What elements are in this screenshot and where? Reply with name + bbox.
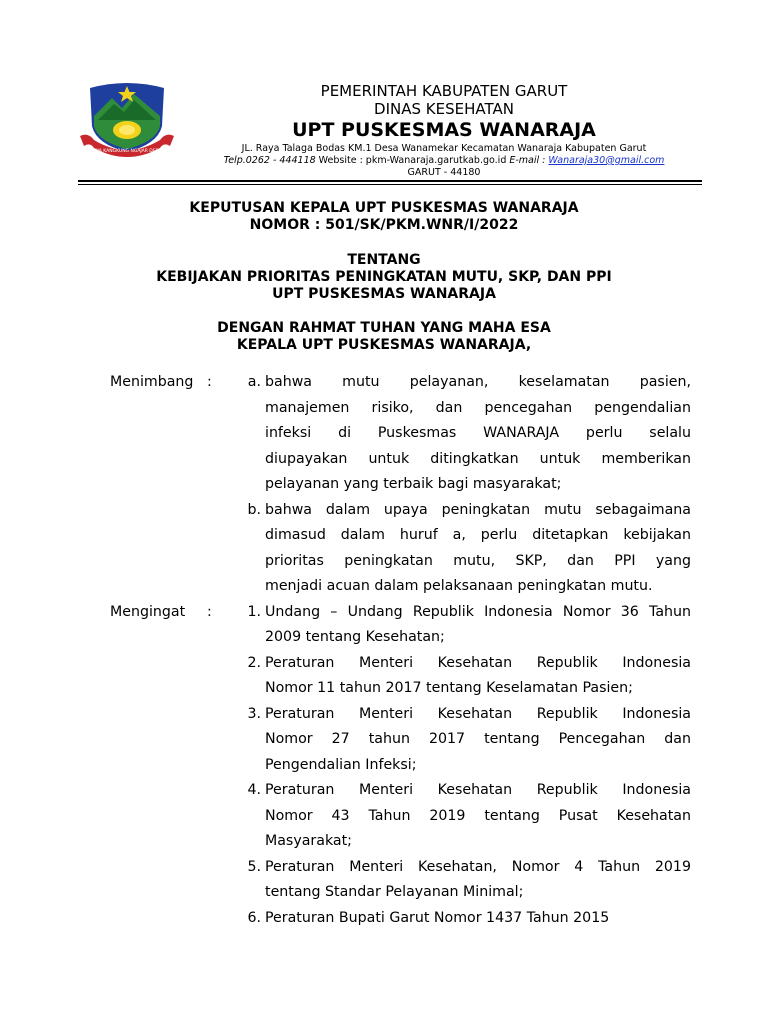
mengingat-line	[110, 702, 690, 728]
menimbang-item-number: b.	[247, 501, 261, 518]
menimbang-item-text: dimasud dalam huruf a, perlu ditetapkan kebijakan	[265, 527, 691, 543]
menimbang-item-text: infeksi di Puskesmas WANARAJA perlu selalu	[265, 425, 691, 441]
mengingat-line	[110, 753, 690, 779]
mengingat-label	[110, 855, 207, 881]
mengingat-label	[110, 727, 207, 753]
menimbang-item-text: diupayakan untuk ditingkatkan untuk memberikan	[265, 450, 691, 467]
decree-heading	[80, 200, 688, 234]
contact-email-label: E-mail :	[509, 155, 549, 166]
menimbang-label	[110, 574, 207, 600]
contact-website: Website : pkm-Wanaraja.garutkab.go.id	[315, 155, 510, 166]
mengingat-line	[110, 855, 690, 881]
menimbang-item-number	[229, 549, 265, 575]
menimbang-item-number	[229, 396, 265, 422]
mengingat-colon	[207, 727, 229, 753]
mengingat-colon	[207, 676, 229, 702]
mengingat-item-text: Peraturan Menteri Kesehatan Republik Indonesia	[265, 782, 691, 798]
menimbang-item-text: bahwa dalam upaya peningkatan mutu sebagaimana	[265, 501, 691, 518]
mengingat-item-text: Peraturan Menteri Kesehatan, Nomor 4 Tahun 2019	[265, 858, 691, 875]
mengingat-colon	[207, 829, 229, 855]
mengingat-item-text: Nomor 11 tahun 2017 tentang Keselamatan Pasien;	[265, 680, 633, 696]
mengingat-item-number	[229, 676, 265, 702]
menimbang-colon: :	[207, 374, 212, 390]
menimbang-line	[110, 523, 690, 549]
mengingat-colon	[207, 625, 229, 651]
menimbang-colon	[207, 498, 229, 524]
mengingat-item-text: Pengendalian Infeksi;	[265, 756, 417, 773]
menimbang-label: Menimbang	[110, 374, 194, 390]
mengingat-line	[110, 829, 690, 855]
mengingat-item-text: 2009 tentang Kesehatan;	[265, 629, 445, 645]
mengingat-item-number	[229, 829, 265, 855]
mengingat-label	[110, 906, 207, 932]
menimbang-line	[110, 498, 690, 524]
mengingat-item-number	[229, 880, 265, 906]
contact-email-link[interactable]: Wanaraja30@gmail.com	[548, 155, 665, 166]
mengingat-item-text: tentang Standar Pelayanan Minimal;	[265, 884, 524, 900]
menimbang-colon	[207, 574, 229, 600]
menimbang-item-number	[229, 472, 265, 498]
menimbang-colon	[207, 447, 229, 473]
mengingat-item-number: 2.	[247, 654, 261, 671]
letterhead-rule-thin	[78, 184, 702, 185]
menimbang-line	[110, 370, 690, 396]
menimbang-item-text: bahwa mutu pelayanan, keselamatan pasien,	[265, 374, 691, 390]
mengingat-label	[110, 829, 207, 855]
menimbang-label	[110, 523, 207, 549]
menimbang-label	[110, 396, 207, 422]
mengingat-line	[110, 880, 690, 906]
mengingat-label	[110, 676, 207, 702]
subject-line-2: UPT PUSKESMAS WANARAJA	[272, 286, 496, 302]
mengingat-colon: :	[207, 603, 212, 620]
mengingat-label	[110, 804, 207, 830]
mengingat-label: Mengingat	[110, 603, 186, 620]
letterhead-address: JL. Raya Talaga Bodas KM.1 Desa Wanamekar Kecamatan Wanaraja Kabupaten Garut	[241, 143, 647, 154]
decree-preamble	[80, 320, 688, 354]
menimbang-line	[110, 549, 690, 575]
mengingat-label	[110, 702, 207, 728]
menimbang-colon	[207, 472, 229, 498]
menimbang-colon	[207, 549, 229, 575]
letterhead-city: GARUT - 44180	[407, 167, 481, 178]
mengingat-item-text: Peraturan Bupati Garut Nomor 1437 Tahun 2015	[265, 909, 610, 926]
menimbang-line	[110, 421, 690, 447]
mengingat-item-text: Nomor 27 tahun 2017 tentang Pencegahan dan	[265, 731, 691, 747]
letterhead-department: DINAS KESEHATAN	[374, 100, 514, 118]
menimbang-label	[110, 549, 207, 575]
menimbang-item-number	[229, 447, 265, 473]
mengingat-item-text: Masyarakat;	[265, 833, 352, 849]
menimbang-label	[110, 447, 207, 473]
menimbang-item-number	[229, 523, 265, 549]
menimbang-item-text: pelayanan yang terbaik bagi masyarakat;	[265, 476, 562, 492]
mengingat-label	[110, 625, 207, 651]
mengingat-line	[110, 600, 690, 626]
menimbang-item-number	[229, 421, 265, 447]
mengingat-item-text: Undang – Undang Republik Indonesia Nomor 36 Tahun	[265, 603, 691, 620]
decree-number: NOMOR : 501/SK/PKM.WNR/I/2022	[249, 217, 519, 233]
menimbang-label	[110, 498, 207, 524]
subject-line-1: KEBIJAKAN PRIORITAS PENINGKATAN MUTU, SKP, DAN PPI	[156, 269, 612, 285]
letterhead-text	[190, 82, 698, 179]
mengingat-item-number	[229, 625, 265, 651]
mengingat-colon	[207, 651, 229, 677]
contact-telephone: Telp.0262 - 444118	[223, 155, 316, 166]
mengingat-label	[110, 753, 207, 779]
letterhead-contact	[190, 155, 698, 167]
menimbang-label	[110, 421, 207, 447]
mengingat-item-number: 1.	[247, 603, 261, 620]
mengingat-colon	[207, 753, 229, 779]
mengingat-item-number: 6.	[247, 909, 261, 926]
mengingat-item-number: 4.	[247, 782, 261, 798]
letterhead-rule-thick	[78, 180, 702, 182]
mengingat-item-text: Nomor 43 Tahun 2019 tentang Pusat Kesehatan	[265, 807, 691, 824]
menimbang-item-text: prioritas peningkatan mutu, SKP, dan PPI yang	[265, 552, 691, 569]
mengingat-colon	[207, 778, 229, 804]
decree-body	[110, 370, 690, 931]
mengingat-colon	[207, 880, 229, 906]
menimbang-colon	[207, 421, 229, 447]
mengingat-colon	[207, 906, 229, 932]
preamble-line-1: DENGAN RAHMAT TUHAN YANG MAHA ESA	[217, 320, 551, 336]
mengingat-label	[110, 651, 207, 677]
garut-regency-logo	[78, 80, 176, 162]
subject-label: TENTANG	[347, 252, 421, 268]
menimbang-item-number	[229, 574, 265, 600]
mengingat-item-number	[229, 727, 265, 753]
menimbang-item-number: a.	[247, 374, 261, 390]
mengingat-colon	[207, 702, 229, 728]
mengingat-item-text: Peraturan Menteri Kesehatan Republik Indonesia	[265, 654, 691, 671]
mengingat-label	[110, 778, 207, 804]
mengingat-item-text: Peraturan Menteri Kesehatan Republik Indonesia	[265, 705, 691, 722]
menimbang-line	[110, 472, 690, 498]
mengingat-item-number: 3.	[247, 705, 261, 722]
mengingat-line	[110, 778, 690, 804]
menimbang-line	[110, 574, 690, 600]
letterhead-institution: UPT PUSKESMAS WANARAJA	[292, 119, 596, 141]
mengingat-line	[110, 676, 690, 702]
mengingat-line	[110, 727, 690, 753]
mengingat-colon	[207, 804, 229, 830]
mengingat-line	[110, 625, 690, 651]
menimbang-colon	[207, 523, 229, 549]
preamble-line-2: KEPALA UPT PUSKESMAS WANARAJA,	[236, 337, 532, 353]
mengingat-item-number	[229, 753, 265, 779]
mengingat-line	[110, 906, 690, 932]
menimbang-item-text: manajemen risiko, dan pencegahan pengendalian	[265, 399, 691, 416]
menimbang-line	[110, 447, 690, 473]
menimbang-item-text: menjadi acuan dalam pelaksanaan peningkatan mutu.	[265, 578, 653, 594]
menimbang-line	[110, 396, 690, 422]
mengingat-label	[110, 880, 207, 906]
logo-motto-text: JAYA KANGKUNG NGAJAR DESA	[92, 149, 162, 154]
mengingat-colon	[207, 855, 229, 881]
menimbang-colon	[207, 396, 229, 422]
decree-title: KEPUTUSAN KEPALA UPT PUSKESMAS WANARAJA	[189, 200, 579, 216]
menimbang-label	[110, 472, 207, 498]
mengingat-line	[110, 651, 690, 677]
mengingat-line	[110, 804, 690, 830]
letterhead-government: PEMERINTAH KABUPATEN GARUT	[320, 82, 568, 100]
decree-subject	[80, 252, 688, 303]
mengingat-item-number: 5.	[247, 858, 261, 875]
mengingat-item-number	[229, 804, 265, 830]
